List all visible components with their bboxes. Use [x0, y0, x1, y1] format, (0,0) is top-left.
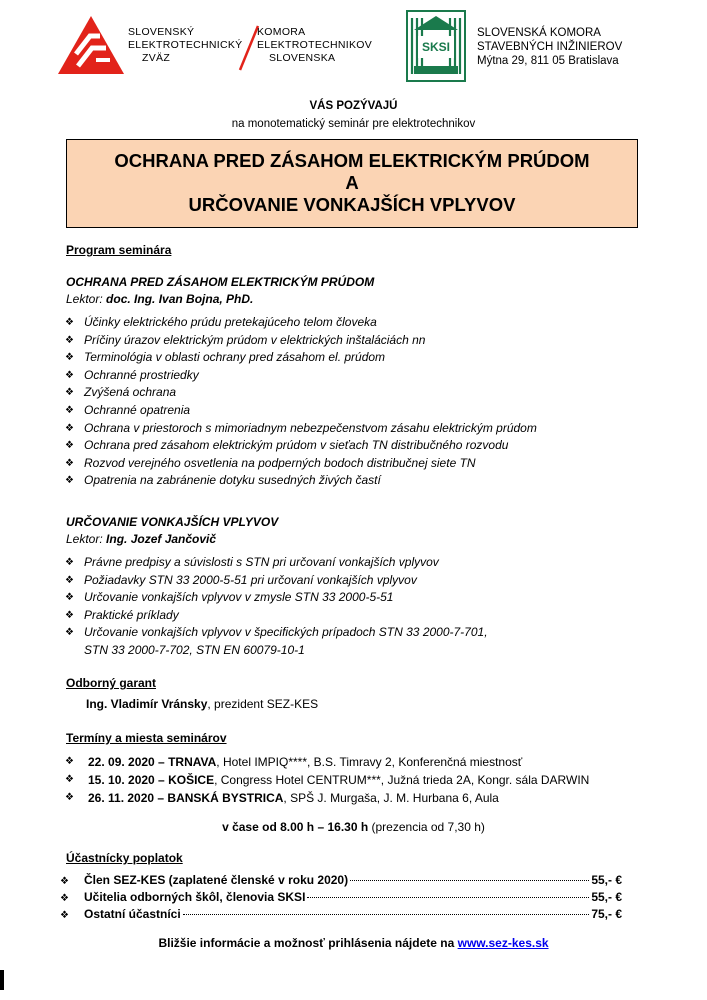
list-item: ❖ Ochrana pred zásahom elektrickým prúdom v sieťach TN distribučného rozvodu [64, 437, 537, 455]
invite-title: VÁS POZÝVAJÚ [309, 100, 398, 112]
fees-heading: Účastnícky poplatok [66, 851, 183, 865]
garant-heading: Odborný garant [66, 676, 157, 690]
seminar-title-line-2: A [345, 172, 359, 193]
section1-lektor: Lektor: doc. Ing. Ivan Bojna, PhD. [66, 292, 254, 306]
sksi-logo-text: SKSI [421, 40, 450, 54]
list-item: ❖ Ochranné prostriedky [64, 367, 537, 385]
seminar-time: v čase od 8.00 h – 16.30 h (prezencia od 7,30 h) [222, 820, 485, 834]
website-link[interactable]: www.sez-kes.sk [457, 936, 549, 950]
sez-logo [56, 14, 126, 76]
list-item: ❖ Účinky elektrického prúdu pretekajúceho telom človeka [64, 314, 537, 332]
list-item: ❖ Právne predpisy a súvislosti s STN pri určovaní vonkajších vplyvov [64, 554, 488, 572]
section2-list-continuation: STN 33 2000-7-702, STN EN 60079-10-1 [84, 643, 305, 657]
info-line: Bližšie informácie a možnosť prihlásenia nájdete na www.sez-kes.sk [158, 936, 549, 950]
term-item: ❖ 15. 10. 2020 – KOŠICE, Congress Hotel CENTRUM***, Južná trieda 2A, Kongr. sála DARWIN [64, 771, 589, 789]
list-item: ❖ Opatrenia na zabránenie dotyku susedných živých častí [64, 472, 537, 490]
list-item: ❖ Zvýšená ochrana [64, 384, 537, 402]
fees-list [60, 873, 622, 924]
terms-heading: Termíny a miesta seminárov [66, 731, 227, 745]
section1-list [64, 314, 537, 490]
section1-title: OCHRANA PRED ZÁSAHOM ELEKTRICKÝM PRÚDOM [66, 275, 375, 289]
fee-row: ❖ Učitelia odborných škôl, členovia SKSI 55,- € [60, 890, 622, 907]
list-item: ❖ Príčiny úrazov elektrickým prúdom v elektrických inštaláciách nn [64, 332, 537, 350]
fee-row: ❖ Člen SEZ-KES (zaplatené členské v roku 2020) 55,- € [60, 873, 622, 890]
sksi-name: SLOVENSKÁ KOMORA STAVEBNÝCH INŽINIEROV Mýtna 29, 811 05 Bratislava [477, 27, 623, 67]
invite-subtitle: na monotematický seminár pre elektrotechnikov [231, 118, 476, 130]
section2-title: URČOVANIE VONKAJŠÍCH VPLYVOV [66, 515, 279, 529]
program-heading: Program seminára [66, 243, 172, 257]
list-item: ❖ Určovanie vonkajších vplyvov v zmysle STN 33 2000-5-51 [64, 589, 488, 607]
list-item: ❖ Požiadavky STN 33 2000-5-51 pri určovaní vonkajších vplyvov [64, 572, 488, 590]
term-item: ❖ 26. 11. 2020 – BANSKÁ BYSTRICA, SPŠ J. Murgaša, J. M. Hurbana 6, Aula [64, 789, 589, 807]
fee-row: ❖ Ostatní účastníci 75,- € [60, 907, 622, 924]
seminar-title-box [66, 139, 638, 228]
list-item: ❖ Rozvod verejného osvetlenia na podperných bodoch distribučnej siete TN [64, 455, 537, 473]
komora-name: KOMORA ELEKTROTECHNIKOV SLOVENSKA [257, 26, 373, 64]
section2-list [64, 554, 488, 642]
page-edge-mark [0, 970, 4, 990]
list-item: ❖ Terminológia v oblasti ochrany pred zásahom el. prúdom [64, 349, 537, 367]
section2-lektor: Lektor: Ing. Jozef Jančovič [66, 532, 217, 546]
sez-name: SLOVENSKÝ ELEKTROTECHNICKÝ ZVÄZ [128, 26, 243, 64]
list-item: ❖ Ochrana v priestoroch s mimoriadnym nebezpečenstvom zásahu elektrickým prúdom [64, 420, 537, 438]
seminar-title-line-3: URČOVANIE VONKAJŠÍCH VPLYVOV [188, 194, 516, 215]
garant-person: Ing. Vladimír Vránsky, prezident SEZ-KES [86, 697, 319, 711]
list-item: ❖ Ochranné opatrenia [64, 402, 537, 420]
term-item: ❖ 22. 09. 2020 – TRNAVA, Hotel IMPIQ****, B.S. Timravy 2, Konferenčná miestnosť [64, 753, 589, 771]
terms-list [64, 753, 589, 807]
list-item: ❖ Praktické príklady [64, 607, 488, 625]
seminar-title-line-1: OCHRANA PRED ZÁSAHOM ELEKTRICKÝM PRÚDOM [114, 150, 590, 171]
list-item: ❖ Určovanie vonkajších vplyvov v špecifických prípadoch STN 33 2000-7-701, [64, 624, 488, 642]
